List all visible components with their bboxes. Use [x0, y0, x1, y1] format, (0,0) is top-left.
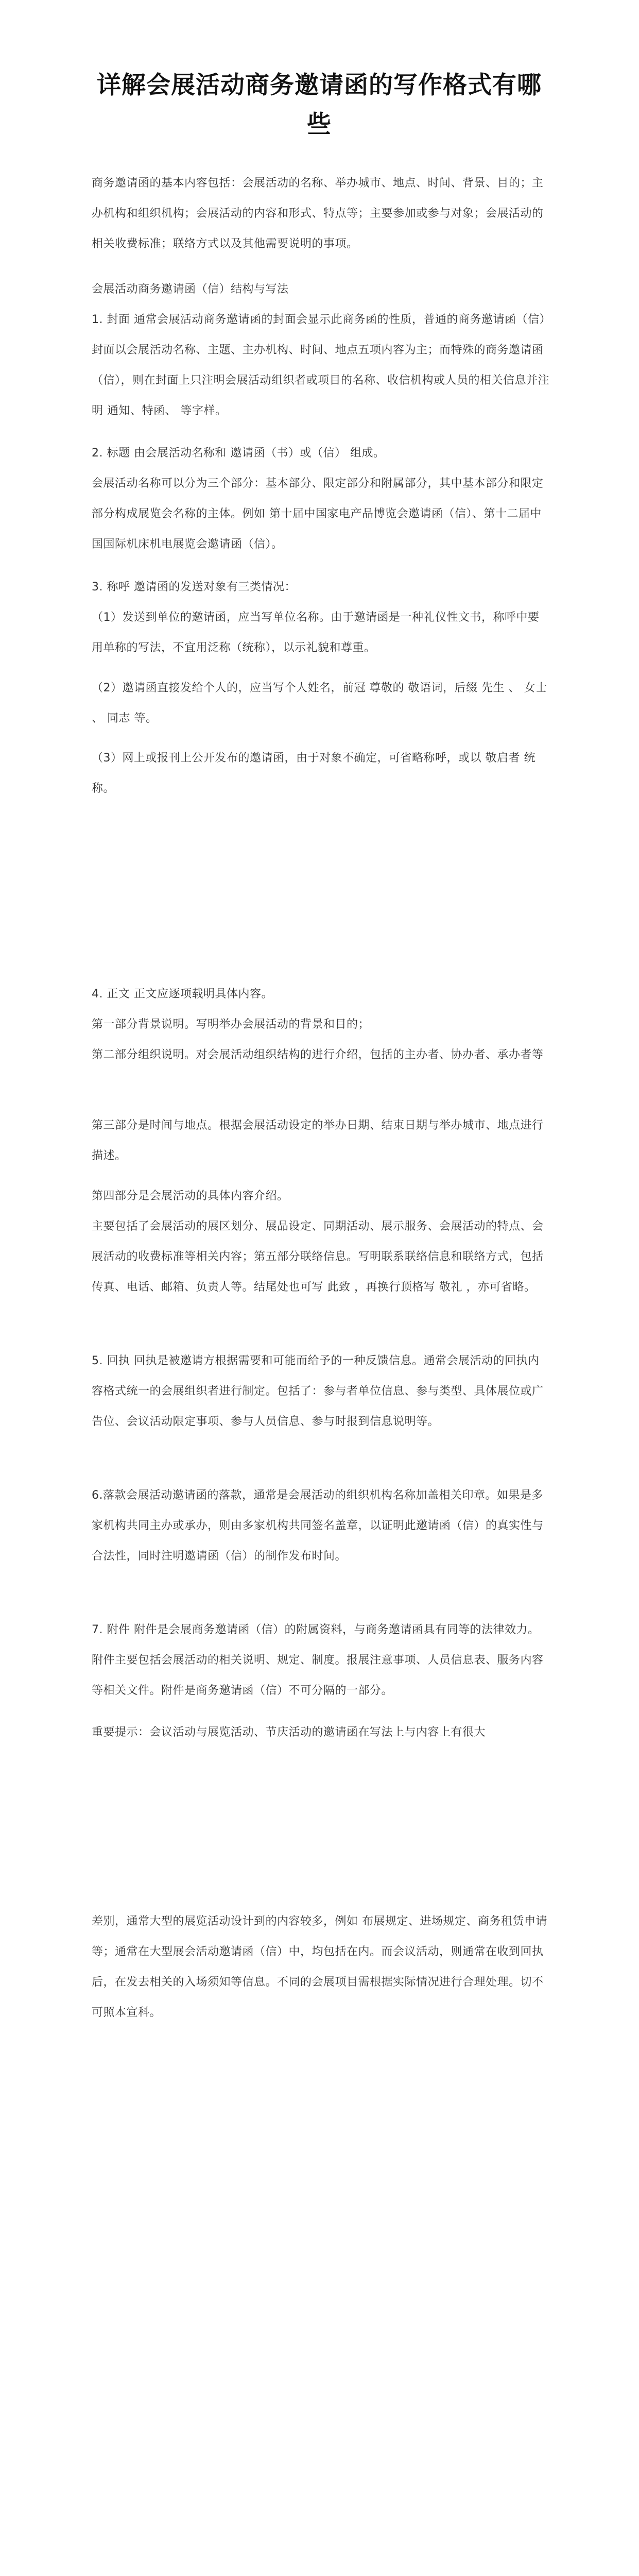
paragraph-body-details: 主要包括了会展活动的展区划分、展品设定、同期活动、展示服务、会展活动的特点、会展活动的收费标准等相关内容；第五部分联络信息。写明联系联络信息和联络方式，包括传真、电话、邮箱、负责人等。结尾处也可写 此致 ，再换行顶格写 敬礼 ，亦可省略。	[92, 1220, 544, 1294]
paragraph-body-part2: 第二部分组织说明。对会展活动组织结构的进行介绍，包括的主办者、协办者、承办者等	[92, 1048, 544, 1061]
paragraph-title-parts: 会展活动名称可以分为三个部分：基本部分、限定部分和附属部分，其中基本部分和限定部分构成展览会名称的主体。例如 第十届中国家电产品博览会邀请函（信）、第十二届中国国际机床机电展览会邀请函（信）。	[92, 477, 544, 551]
paragraph-body-part1: 第一部分背景说明。写明举办会展活动的背景和目的；	[92, 1018, 370, 1031]
paragraph-attachment: 7. 附件 附件是会展商务邀请函（信）的附属资料，与商务邀请函具有同等的法律效力。附件主要包括会展活动的相关说明、规定、制度。报展注意事项、人员信息表、服务内容等相关文件。附件是商务邀请函（信）不可分隔的一部分。	[92, 1623, 544, 1697]
paragraph-body-part3: 第三部分是时间与地点。根据会展活动设定的举办日期、结束日期与举办城市、地点进行描述。	[92, 1119, 544, 1162]
paragraph-signature: 6.落款会展活动邀请函的落款，通常是会展活动的组织机构名称加盖相关印章。如果是多家机构共同主办或承办，则由多家机构共同签名盖章，以证明此邀请函（信）的真实性与合法性，同时注明邀请函（信）的制作发布时间。	[92, 1489, 544, 1563]
paragraph-important-note: 重要提示：会议活动与展览活动、节庆活动的邀请函在写法上与内容上有很大	[92, 1726, 486, 1739]
paragraph-salutation: 3. 称呼 邀请函的发送对象有三类情况：	[92, 581, 296, 594]
paragraph-body-rule: 4. 正文 正文应逐项载明具体内容。	[92, 988, 273, 1001]
paragraph-salutation-unit: （1）发送到单位的邀请函，应当写单位名称。由于邀请函是一种礼仪性文书，称呼中要用单称的写法，不宜用泛称（统称），以示礼貌和尊重。	[92, 611, 540, 654]
paragraph-body-part4: 第四部分是会展活动的具体内容介绍。	[92, 1190, 289, 1202]
paragraph-important-note-continued: 差别，通常大型的展览活动设计到的内容较多，例如 布展规定、进场规定、商务租赁申请等；通常在大型展会活动邀请函（信）中，均包括在内。而会议活动，则通常在收到回执后，在发去相关的入场须知等信息。不同的会展项目需根据实际情况进行合理处理。切不可照本宣科。	[92, 1915, 547, 2019]
paragraph-receipt: 5. 回执 回执是被邀请方根据需要和可能而给予的一种反馈信息。通常会展活动的回执内容格式统一的会展组织者进行制定。包括了：参与者单位信息、参与类型、具体展位或广告位、会议活动限定事项、参与人员信息、参与时报到信息说明等。	[92, 1354, 544, 1428]
paragraph-salutation-person: （2）邀请函直接发给个人的，应当写个人姓名，前冠 尊敬的 敬语词，后缀 先生 、 女士 、 同志 等。	[92, 682, 547, 725]
paragraph-structure-heading: 会展活动商务邀请函（信）结构与写法	[92, 283, 289, 296]
paragraph-salutation-public: （3）网上或报刊上公开发布的邀请函，由于对象不确定，可省略称呼，或以 敬启者 统称。	[92, 752, 536, 795]
paragraph-title-rule: 2. 标题 由会展活动名称和 邀请函（书）或（信） 组成。	[92, 447, 385, 460]
paragraph-intro: 商务邀请函的基本内容包括：会展活动的名称、举办城市、地点、时间、背景、目的；主办机构和组织机构；会展活动的内容和形式、特点等；主要参加或参与对象；会展活动的相关收费标准；联络方式以及其他需要说明的事项。	[92, 177, 544, 250]
paragraph-cover: 1. 封面 通常会展活动商务邀请函的封面会显示此商务函的性质，普通的商务邀请函（信）封面以会展活动名称、主题、主办机构、时间、地点五项内容为主；而特殊的商务邀请函（信），则在封面上只注明会展活动组织者或项目的名称、收信机构或人员的相关信息并注明 通知、特函、 等字样。	[92, 313, 550, 417]
page-title: 详解会展活动商务邀请函的写作格式有哪些	[97, 71, 542, 139]
